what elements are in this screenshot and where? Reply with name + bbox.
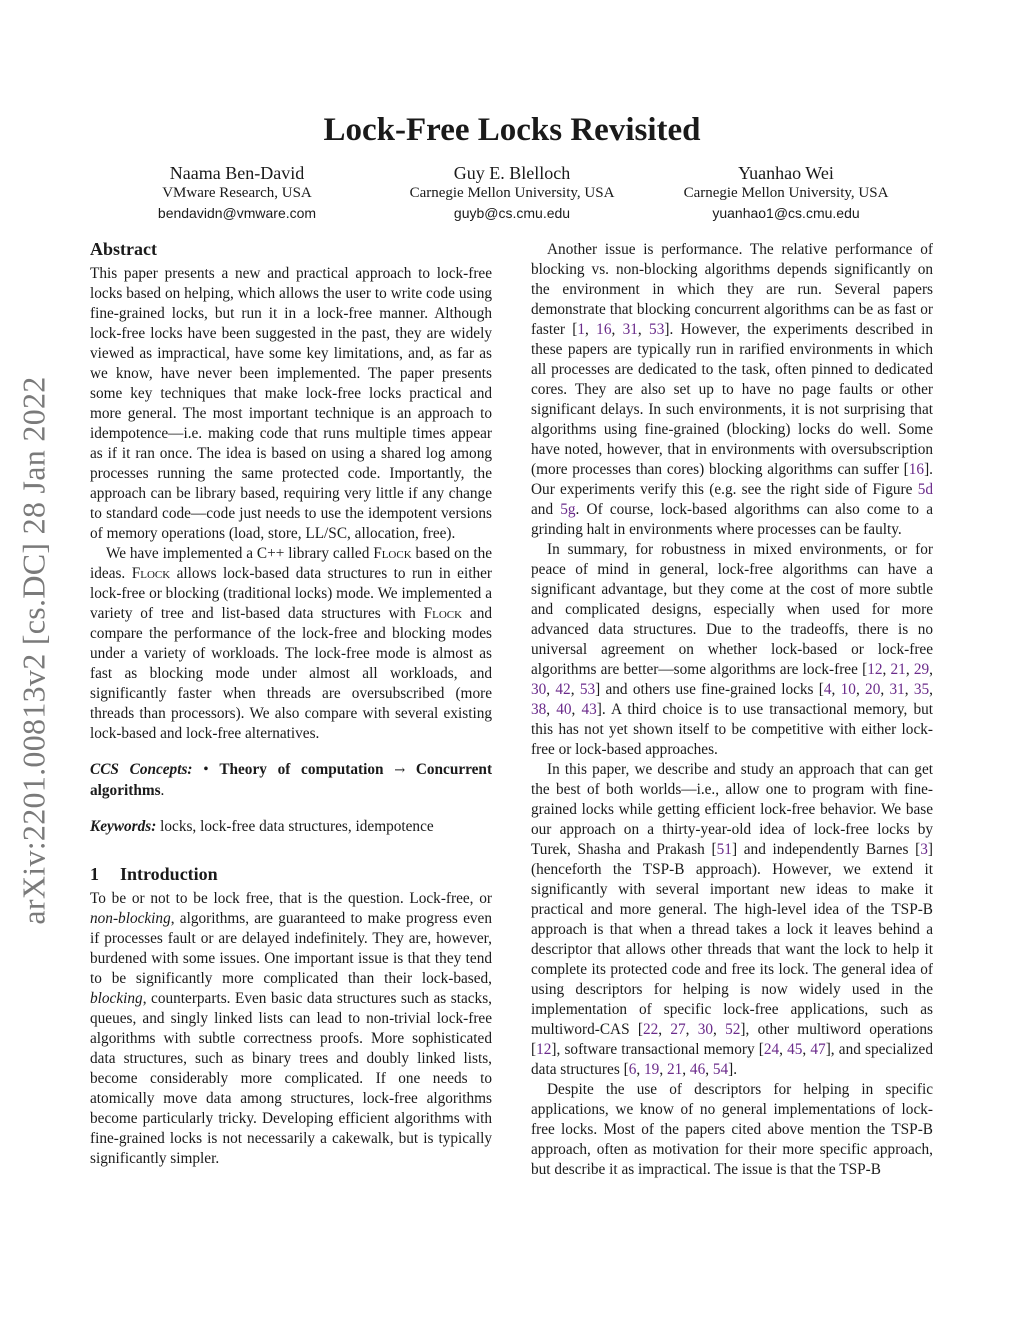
citation-link[interactable]: 30 [697,1021,714,1038]
author-affiliation: Carnegie Mellon University, USA [683,185,889,201]
citation-link[interactable]: 42 [555,681,571,698]
keywords: Keywords: locks, lock-free data structures, idempotence [90,818,434,835]
abstract-heading: Abstract [90,239,157,259]
flock-name: Flock [131,565,171,582]
citation-link[interactable]: 16 [908,461,925,478]
intro-paragraph-3: In summary, for robustness in mixed environments, or for peace of mind in general, lock-free algorithms can have a significant advantage, but they come at the cost of more subtle and complicated designs, especially when used for more advanced data structures. Due to the tradeoffs, there is no universal agreement on whether lock-based or lock-free algorithms are better—some algorithms are lock-free [12, 21, 29, 30, 42, 53] and others use fine-grained locks [4, 10, 20, 31, 35, 38, 40, 43]. A third choice is to use transactional memory, but this has not yet shown itself to be competitive with either lock-free or lock-based approaches. [531,541,933,758]
citation-link[interactable]: 45 [787,1041,803,1058]
citation-link[interactable]: 51 [716,841,732,858]
citation-link[interactable]: 12 [536,1041,552,1058]
citation-link[interactable]: 21 [666,1061,683,1078]
citation-link[interactable]: 52 [725,1021,741,1038]
intro-paragraph-2: Another issue is performance. The relative performance of blocking vs. non-blocking algorithms depends significantly on the environment in which they are run. Several papers demonstrate that blocking concurrent algorithms can be as fast or faster [1, 16, 31, 53]. However, the experiments described in these papers are typically run in rarified environments in which all processes are dedicated to the task, often pinned to dedicated cores. They are also set up to have no page faults or other significant delays. In such environments, it is not surprising that algorithms using fine-grained (blocking) locks do well. Some have noted, however, that in environments with oversubscription (more processes than cores) blocking algorithms can suffer [16]. Our experiments verify this (e.g. see the right side of Figure 5d and 5g. Of course, lock-based algorithms can also come to a grinding halt in environments where processes can be faulty. [531,241,934,538]
flock-name: Flock [423,605,463,622]
author-name: Naama Ben-David [169,163,305,183]
citation-link[interactable]: 22 [642,1021,659,1038]
citation-link[interactable]: 30 [531,681,547,698]
citation-link[interactable]: 38 [531,701,547,718]
arxiv-sidebar [12,340,56,960]
arxiv-identifier: arXiv:2201.00813v2 [cs.DC] 28 Jan 2022 [15,375,52,925]
citation-link[interactable]: 19 [644,1061,660,1078]
intro-paragraph-1: To be or not to be lock free, that is the question. Lock-free, or non-blocking, algorithms, are guaranteed to make progress even if processes fault or are delayed indefinitely. They are, however, burdened with some issues. One important issue is that they tend to be significantly more complicated than their lock-based, blocking, counterparts. Even basic data structures such as stacks, queues, and singly linked lists can lead to non-trivial lock-free algorithms with subtle correctness proofs. More sophisticated data structures, such as binary trees and doubly linked lists, become considerably more complicated. If one needs to atomically move data among structures, lock-free algorithms become particularly tricky. Developing efficient algorithms with fine-grained locks is not necessarily a cakewalk, but is typically significantly simpler. [90,890,492,1167]
citation-link[interactable]: 31 [889,681,905,698]
citation-link[interactable]: 27 [670,1021,686,1038]
ccs-concepts: CCS Concepts: • Theory of computation → Concurrent algorithms. [90,761,493,799]
author-email: bendavidn@vmware.com [157,205,317,221]
citation-link[interactable]: 21 [890,661,906,678]
citation-link[interactable]: 4 [823,681,832,698]
citation-link[interactable]: 35 [913,681,930,698]
intro-paragraph-5: Despite the use of descriptors for helping in specific applications, we know of no general implementations of lock-free locks. Most of the papers cited above mention the TSP-B approach, often as motivation for their more specific approach, but describe it as impractical. The issue is that the TSP-B [531,1081,933,1178]
author-email: guyb@cs.cmu.edu [453,205,571,221]
citation-link[interactable]: 3 [920,841,928,858]
abstract-paragraph-1: This paper presents a new and practical approach to lock-free locks based on helping, which allows the user to write code using fine-grained locks, but run it in a lock-free manner. Although lock-free locks have been suggested in the past, they are widely viewed as impractical, have some key limitations, and, as far as we know, have never been implemented. The paper presents some key techniques that make lock-free locks practical and more general. The most important technique is an approach to idempotence—i.e. making code that runs multiple times appear as if it ran once. The idea is based on using a shared log among processes running the same protected code. Importantly, the approach can be library based, requiring very little if any change to standard code—code just needs to use the idempotent versions of memory operations (load, store, LL/SC, allocation, free). [90,265,492,542]
citation-link[interactable]: 53 [649,321,665,338]
citation-link[interactable]: 54 [712,1061,729,1078]
author-2 [362,162,662,223]
citation-link[interactable]: 20 [865,681,881,698]
citation-link[interactable]: 47 [810,1041,826,1058]
citation-link[interactable]: 40 [556,701,572,718]
citation-link[interactable]: 12 [867,661,883,678]
left-column [90,238,492,1169]
citation-link[interactable]: 31 [622,321,638,338]
citation-link[interactable]: 43 [581,701,597,718]
citation-link[interactable]: 53 [579,681,596,698]
citation-link[interactable]: 1 [577,321,586,338]
intro-paragraph-4: In this paper, we describe and study an approach that can get the best of both worlds—i.e., allow one to program with fine-grained locks while getting efficient lock-free behavior. We base our approach on a thirty-year-old idea of lock-free locks by Turek, Shasha and Prakash [51] and independently Barnes [3] (henceforth the TSP-B approach). However, we extend it significantly with several important new ideas to make it practical and more general. The high-level idea of the TSP-B approach is that when a thread takes a lock it leaves behind a descriptor that allows other threads that want the lock to help it complete its protected code and free its lock. The general idea of using descriptors for helping is now widely used in the implementation of specific lock-free applications, such as multiword-CAS [22, 27, 30, 52], other multiword operations [12], software transactional memory [24, 45, 47], and specialized data structures [6, 19, 21, 46, 54]. [531,761,934,1078]
author-3 [636,162,936,223]
section-heading-introduction: 1 Introduction [90,864,218,884]
citation-link[interactable]: 16 [596,321,612,338]
author-name: Yuanhao Wei [738,163,834,183]
author-name: Guy E. Blelloch [453,163,571,183]
paper-title: Lock-Free Locks Revisited [323,112,701,148]
citation-link[interactable]: 46 [689,1061,706,1078]
flock-name: Flock [373,545,412,562]
author-affiliation: Carnegie Mellon University, USA [409,185,615,201]
citation-link[interactable]: 24 [763,1041,780,1058]
figure-link[interactable]: 5g [560,501,576,518]
citation-link[interactable]: 29 [913,661,930,678]
author-1 [87,162,387,223]
author-email: yuanhao1@cs.cmu.edu [712,205,860,221]
citation-link[interactable]: 10 [840,681,856,698]
abstract-paragraph-2: We have implemented a C++ library called Flock based on the ideas. Flock allows lock-based data structures to run in either lock-free or blocking (traditional locks) mode. We implemented a variety of tree and list-based data structures with Flock and compare the performance of the lock-free and blocking modes under a variety of workloads. The lock-free mode is almost as fast as blocking mode under almost all workloads, and significantly faster when threads are oversubscribed (more threads than processors). We also compare with several existing lock-based and lock-free alternatives. [90,545,493,742]
author-affiliation: VMware Research, USA [162,185,312,201]
right-column [531,240,933,1180]
figure-link[interactable]: 5d [917,481,933,498]
citation-link[interactable]: 6 [628,1061,637,1078]
